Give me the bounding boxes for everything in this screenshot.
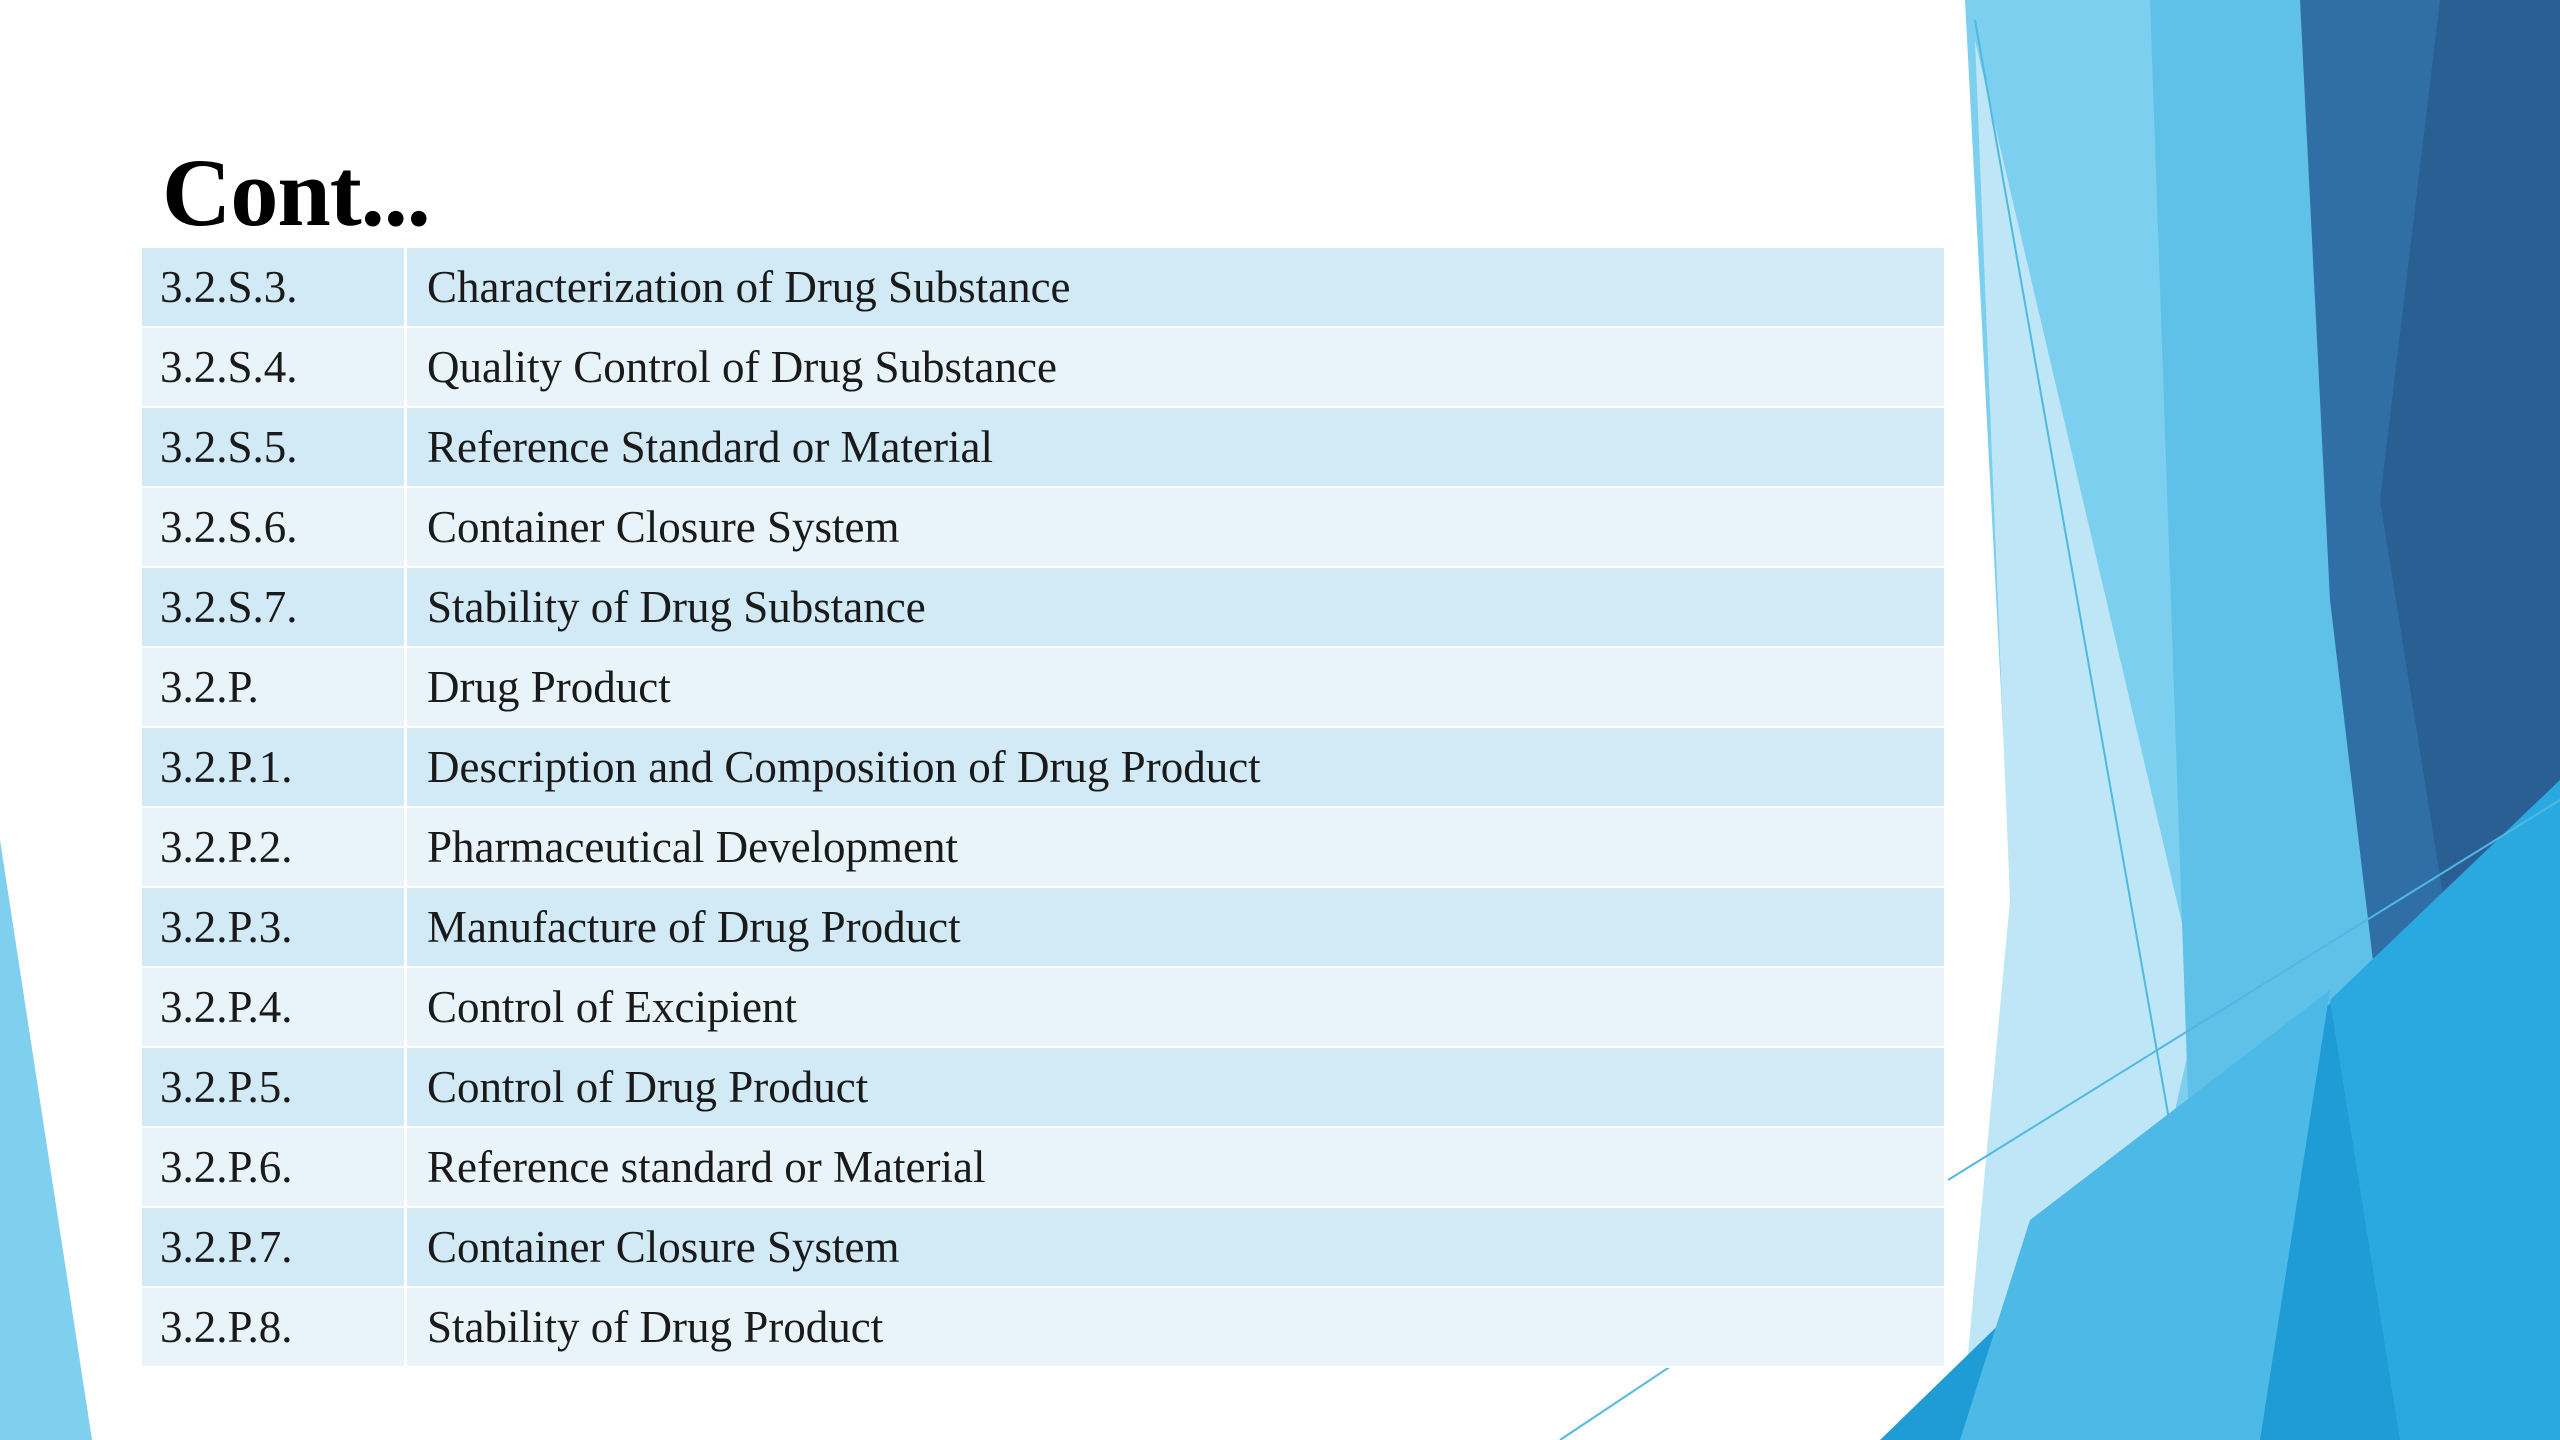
section-description: Container Closure System <box>406 1207 1945 1287</box>
table-row <box>142 887 1944 967</box>
section-description: Reference standard or Material <box>406 1127 1945 1207</box>
table-row <box>142 567 1944 647</box>
table-row <box>142 647 1944 727</box>
section-description: Container Closure System <box>406 487 1945 567</box>
section-code: 3.2.P.3. <box>142 887 406 967</box>
section-code: 3.2.P.1. <box>142 727 406 807</box>
section-description: Description and Composition of Drug Product <box>406 727 1945 807</box>
left-edge-shape <box>0 840 92 1440</box>
table-row <box>142 727 1944 807</box>
table-row <box>142 487 1944 567</box>
section-code: 3.2.P.2. <box>142 807 406 887</box>
section-code: 3.2.S.6. <box>142 487 406 567</box>
section-description: Control of Drug Product <box>406 1047 1945 1127</box>
section-table-body <box>142 248 1944 1367</box>
table-row <box>142 967 1944 1047</box>
table-row <box>142 248 1944 327</box>
section-code: 3.2.P.6. <box>142 1127 406 1207</box>
section-description: Characterization of Drug Substance <box>406 248 1945 327</box>
section-description: Pharmaceutical Development <box>406 807 1945 887</box>
section-code: 3.2.S.3. <box>142 248 406 327</box>
section-description: Control of Excipient <box>406 967 1945 1047</box>
section-description: Stability of Drug Product <box>406 1287 1945 1367</box>
table-row <box>142 1207 1944 1287</box>
section-description: Stability of Drug Substance <box>406 567 1945 647</box>
table-row <box>142 1127 1944 1207</box>
slide-title: Cont... <box>162 139 430 246</box>
section-description: Drug Product <box>406 647 1945 727</box>
table-row <box>142 807 1944 887</box>
section-table <box>142 248 1944 1368</box>
section-code: 3.2.P.4. <box>142 967 406 1047</box>
section-description: Quality Control of Drug Substance <box>406 327 1945 407</box>
table-row <box>142 1287 1944 1367</box>
section-code: 3.2.P. <box>142 647 406 727</box>
table-row <box>142 1047 1944 1127</box>
table-row <box>142 327 1944 407</box>
section-code: 3.2.S.4. <box>142 327 406 407</box>
section-code: 3.2.S.5. <box>142 407 406 487</box>
section-description: Reference Standard or Material <box>406 407 1945 487</box>
section-code: 3.2.P.8. <box>142 1287 406 1367</box>
section-code: 3.2.P.5. <box>142 1047 406 1127</box>
section-code: 3.2.S.7. <box>142 567 406 647</box>
section-code: 3.2.P.7. <box>142 1207 406 1287</box>
table-row <box>142 407 1944 487</box>
section-description: Manufacture of Drug Product <box>406 887 1945 967</box>
